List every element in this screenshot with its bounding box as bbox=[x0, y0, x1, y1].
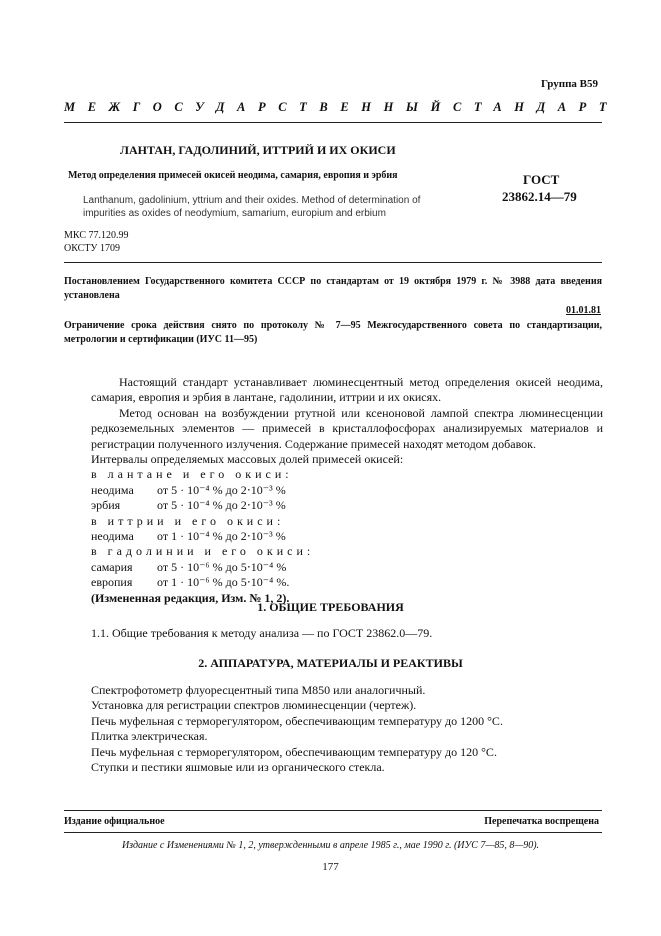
limitation-note: Ограничение срока действия снято по протоколу № 7—95 Межгосударственного совета по стандартизации, метрологии и сертификации (ИУС 11—95) bbox=[64, 320, 602, 345]
intervals-heading: Интервалы определяемых массовых долей примесей окисей: bbox=[91, 452, 404, 467]
amendments-note: Издание с Изменениями № 1, 2, утвержденными в апреле 1985 г., мае 1990 г. (ИУС 7—85, 8—90). bbox=[121, 840, 540, 851]
yttrium-heading: в иттрии и его окиси: bbox=[91, 513, 285, 528]
interval-range: от 1 · 10⁻⁶ % до 5⋅10⁻⁴ %. bbox=[157, 575, 290, 590]
equipment-item: Печь муфельная с терморегулятором, обеспечивающим температуру до 120 °С. bbox=[91, 744, 497, 759]
lanthanum-heading: в лантане и его окиси: bbox=[91, 467, 293, 482]
revision-note: (Измененная редакция, Изм. № 1, 2). bbox=[91, 590, 290, 605]
interval-range: от 5 · 10⁻⁴ % до 2⋅10⁻³ % bbox=[157, 498, 286, 513]
mks-code: МКС 77.120.99 bbox=[64, 230, 129, 241]
footer-rule-lower bbox=[64, 832, 602, 833]
reprint-prohibited-label: Перепечатка воспрещена bbox=[484, 816, 599, 827]
introduction-date: 01.01.81 bbox=[566, 305, 601, 316]
equipment-item: Плитка электрическая. bbox=[91, 729, 208, 744]
equipment-item: Печь муфельная с терморегулятором, обеспечивающим температуру до 1200 °С. bbox=[91, 713, 503, 728]
interval-row bbox=[91, 560, 603, 575]
header-rule bbox=[64, 122, 602, 123]
intro-block bbox=[91, 375, 603, 606]
interval-row bbox=[91, 483, 603, 498]
equipment-item: Спектрофотометр флуоресцентный типа М850 или аналогичный. bbox=[91, 683, 426, 697]
gost-number: 23862.14—79 bbox=[502, 189, 577, 204]
gadolinium-heading: в гадолинии и его окиси: bbox=[91, 544, 315, 559]
banner-word-standard: СТАНДАРТ bbox=[452, 100, 620, 114]
decree-text: Постановлением Государственного комитета СССР по стандартам от 19 октября 1979 г. № 3988 дата введения установлена bbox=[64, 276, 602, 301]
interval-range: от 1 · 10⁻⁴ % до 2⋅10⁻³ % bbox=[157, 529, 286, 544]
english-title-line2: impurities as oxides of neodymium, samarium, europium and erbium bbox=[83, 208, 386, 219]
official-edition-label: Издание официальное bbox=[64, 816, 165, 827]
banner-word-interstate: МЕЖГОСУДАРСТВЕННЫЙ bbox=[64, 100, 453, 114]
interval-row bbox=[91, 498, 603, 513]
gost-label: ГОСТ bbox=[523, 172, 560, 187]
element-name: неодима bbox=[91, 529, 134, 544]
section-2-heading: 2. АППАРАТУРА, МАТЕРИАЛЫ И РЕАКТИВЫ bbox=[198, 656, 463, 670]
english-title-line1: Lanthanum, gadolinium, yttrium and their oxides. Method of determination of bbox=[83, 195, 421, 206]
okstu-code: ОКСТУ 1709 bbox=[64, 243, 121, 254]
page-number: 177 bbox=[322, 861, 339, 873]
interval-row bbox=[91, 575, 603, 590]
equipment-list bbox=[91, 683, 603, 775]
intro-paragraph-2: Метод основан на возбуждении ртутной или ксеноновой лампой спектра люминесценции редкоземельных элементов — примесей в кристаллофосфорах анализируемых материалов и регистрации полученного излучения. Содержание примесей находят методом добавок. bbox=[91, 405, 603, 451]
section-rule bbox=[64, 262, 602, 263]
element-name: неодима bbox=[91, 482, 134, 497]
element-name: самария bbox=[91, 559, 133, 574]
interval-range: от 5 · 10⁻⁶ % до 5⋅10⁻⁴ % bbox=[157, 559, 287, 574]
section-1-heading: 1. ОБЩИЕ ТРЕБОВАНИЯ bbox=[257, 600, 404, 614]
intro-paragraph-1: Настоящий стандарт устанавливает люминесцентный метод определения окисей неодима, самария, европия и эрбия в лантане, гадолинии, иттрии и их окисях. bbox=[91, 375, 603, 405]
equipment-item: Установка для регистрации спектров люминесценции (чертеж). bbox=[91, 698, 417, 713]
group-code: Группа В59 bbox=[540, 78, 598, 90]
element-name: эрбия bbox=[91, 498, 121, 513]
footer-rule bbox=[64, 810, 602, 811]
method-title: Метод определения примесей окисей неодима, самария, европия и эрбия bbox=[68, 170, 398, 181]
section-1-item: 1.1. Общие требования к методу анализа — по ГОСТ 23862.0—79. bbox=[91, 626, 433, 640]
equipment-item: Ступки и пестики яшмовые или из органического стекла. bbox=[91, 760, 385, 775]
standard-banner bbox=[64, 100, 620, 115]
interval-range: от 5 · 10⁻⁴ % до 2⋅10⁻³ % bbox=[157, 482, 286, 497]
interval-row bbox=[91, 529, 603, 544]
element-name: европия bbox=[91, 575, 133, 590]
document-title: ЛАНТАН, ГАДОЛИНИЙ, ИТТРИЙ И ИХ ОКИСИ bbox=[120, 143, 396, 157]
